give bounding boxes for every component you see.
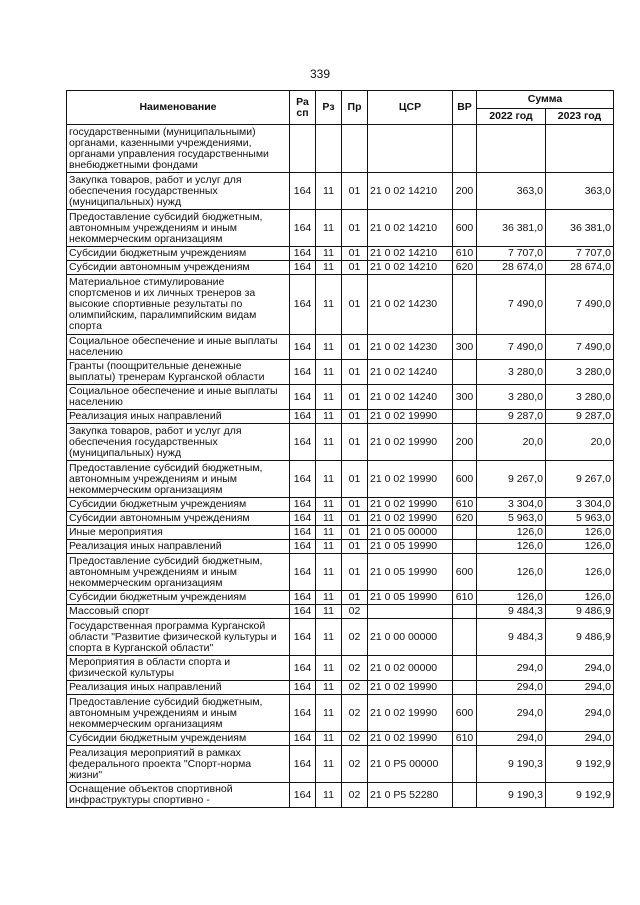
cell-pr [342, 125, 368, 173]
cell-rasp: 164 [290, 619, 316, 656]
cell-pr: 01 [342, 498, 368, 512]
cell-pr: 02 [342, 695, 368, 732]
cell-y2023: 363,0 [546, 173, 614, 210]
cell-y2022: 3 280,0 [477, 385, 546, 410]
table-row [67, 360, 614, 385]
cell-csr: 21 0 02 14240 [368, 360, 453, 385]
cell-vr [453, 746, 477, 783]
cell-csr: 21 0 02 19990 [368, 424, 453, 461]
cell-name: Социальное обеспечение и иные выплаты населению [67, 385, 290, 410]
cell-rasp: 164 [290, 512, 316, 526]
cell-y2022: 20,0 [477, 424, 546, 461]
table-row [67, 512, 614, 526]
cell-y2023: 294,0 [546, 732, 614, 746]
table-row [67, 275, 614, 335]
cell-pr: 02 [342, 732, 368, 746]
cell-y2022: 9 190,3 [477, 783, 546, 808]
header-sum: Сумма [477, 91, 614, 109]
cell-rz: 11 [316, 591, 342, 605]
cell-csr [368, 125, 453, 173]
cell-name: Субсидии бюджетным учреждениям [67, 498, 290, 512]
cell-rasp: 164 [290, 385, 316, 410]
table-body [67, 125, 614, 808]
cell-pr: 01 [342, 461, 368, 498]
cell-rz: 11 [316, 247, 342, 261]
page-number: 339 [309, 67, 331, 81]
cell-csr: 21 0 00 00000 [368, 619, 453, 656]
cell-y2023: 5 963,0 [546, 512, 614, 526]
table-row [67, 335, 614, 360]
table-row [67, 656, 614, 681]
cell-y2022: 5 963,0 [477, 512, 546, 526]
cell-csr: 21 0 02 14210 [368, 210, 453, 247]
cell-y2023: 126,0 [546, 526, 614, 540]
cell-y2023: 294,0 [546, 656, 614, 681]
table-row [67, 783, 614, 808]
cell-rasp: 164 [290, 526, 316, 540]
cell-rz: 11 [316, 732, 342, 746]
cell-pr: 01 [342, 275, 368, 335]
cell-csr: 21 0 02 19990 [368, 681, 453, 695]
table-row [67, 173, 614, 210]
cell-y2023: 9 192,9 [546, 783, 614, 808]
cell-csr: 21 0 05 19990 [368, 540, 453, 554]
table-row [67, 554, 614, 591]
cell-rasp: 164 [290, 656, 316, 681]
cell-rasp: 164 [290, 498, 316, 512]
cell-y2022: 7 490,0 [477, 275, 546, 335]
table-row [67, 125, 614, 173]
table-row [67, 210, 614, 247]
cell-pr: 01 [342, 540, 368, 554]
cell-rasp: 164 [290, 461, 316, 498]
cell-vr: 200 [453, 173, 477, 210]
header-rasp-bottom: сп [296, 106, 309, 119]
cell-pr: 01 [342, 554, 368, 591]
cell-pr: 01 [342, 261, 368, 275]
cell-rasp: 164 [290, 554, 316, 591]
cell-vr [453, 783, 477, 808]
cell-y2023: 9 486,9 [546, 605, 614, 619]
cell-y2023: 20,0 [546, 424, 614, 461]
cell-y2023: 36 381,0 [546, 210, 614, 247]
cell-pr: 01 [342, 512, 368, 526]
cell-y2022: 3 304,0 [477, 498, 546, 512]
cell-name: Субсидии бюджетным учреждениям [67, 732, 290, 746]
cell-pr: 01 [342, 210, 368, 247]
cell-vr: 600 [453, 554, 477, 591]
cell-y2023: 126,0 [546, 540, 614, 554]
cell-vr [453, 526, 477, 540]
cell-rz: 11 [316, 746, 342, 783]
cell-y2022: 28 674,0 [477, 261, 546, 275]
cell-y2023: 7 490,0 [546, 335, 614, 360]
cell-rasp: 164 [290, 247, 316, 261]
cell-name: Государственная программа Курганской области "Развитие физической культуры и спорта в Курганской области" [67, 619, 290, 656]
cell-pr: 02 [342, 746, 368, 783]
cell-y2023: 9 267,0 [546, 461, 614, 498]
header-2022: 2022 год [477, 109, 546, 125]
cell-csr: 21 0 02 19990 [368, 695, 453, 732]
cell-y2022: 294,0 [477, 656, 546, 681]
cell-vr [453, 540, 477, 554]
cell-rasp: 164 [290, 605, 316, 619]
cell-rz: 11 [316, 619, 342, 656]
cell-rasp: 164 [290, 746, 316, 783]
cell-y2022: 126,0 [477, 526, 546, 540]
budget-table [66, 90, 614, 808]
table-row [67, 247, 614, 261]
cell-name: Субсидии автономным учреждениям [67, 261, 290, 275]
cell-pr: 01 [342, 335, 368, 360]
cell-y2023: 3 280,0 [546, 385, 614, 410]
cell-name: Реализация иных направлений [67, 681, 290, 695]
cell-csr: 21 0 02 19990 [368, 498, 453, 512]
cell-y2023: 294,0 [546, 695, 614, 732]
cell-pr: 02 [342, 656, 368, 681]
cell-pr: 02 [342, 619, 368, 656]
cell-name: Массовый спорт [67, 605, 290, 619]
cell-vr: 300 [453, 385, 477, 410]
cell-rasp: 164 [290, 681, 316, 695]
table-row [67, 410, 614, 424]
header-rasp-top: Ра [296, 95, 309, 108]
cell-vr: 200 [453, 424, 477, 461]
cell-vr: 600 [453, 695, 477, 732]
table-row [67, 461, 614, 498]
header-csr: ЦСР [368, 91, 453, 125]
cell-y2022: 9 267,0 [477, 461, 546, 498]
cell-name: Субсидии автономным учреждениям [67, 512, 290, 526]
cell-name: Закупка товаров, работ и услуг для обеспечения государственных (муниципальных) нужд [67, 173, 290, 210]
cell-rasp: 164 [290, 261, 316, 275]
cell-vr: 610 [453, 591, 477, 605]
cell-vr: 620 [453, 512, 477, 526]
cell-y2023: 3 304,0 [546, 498, 614, 512]
cell-pr: 01 [342, 247, 368, 261]
cell-name: Социальное обеспечение и иные выплаты населению [67, 335, 290, 360]
cell-rasp: 164 [290, 695, 316, 732]
cell-vr [453, 410, 477, 424]
cell-rz: 11 [316, 695, 342, 732]
table-row [67, 619, 614, 656]
cell-csr: 21 0 Р5 52280 [368, 783, 453, 808]
cell-y2022: 7 490,0 [477, 335, 546, 360]
cell-rz: 11 [316, 385, 342, 410]
cell-vr: 610 [453, 732, 477, 746]
cell-csr: 21 0 02 00000 [368, 656, 453, 681]
cell-rz: 11 [316, 173, 342, 210]
cell-csr: 21 0 02 14210 [368, 173, 453, 210]
cell-name: Гранты (поощрительные денежные выплаты) тренерам Курганской области [67, 360, 290, 385]
cell-name: Предоставление субсидий бюджетным, автономным учреждениям и иным некоммерческим организациям [67, 210, 290, 247]
cell-rz: 11 [316, 512, 342, 526]
cell-rz: 11 [316, 210, 342, 247]
cell-rz: 11 [316, 656, 342, 681]
cell-y2023: 9 486,9 [546, 619, 614, 656]
cell-vr: 620 [453, 261, 477, 275]
cell-rz: 11 [316, 498, 342, 512]
table-row [67, 526, 614, 540]
cell-y2023: 9 287,0 [546, 410, 614, 424]
cell-name: Субсидии бюджетным учреждениям [67, 247, 290, 261]
cell-y2023: 7 490,0 [546, 275, 614, 335]
header-2023: 2023 год [546, 109, 614, 125]
cell-rasp: 164 [290, 410, 316, 424]
cell-y2022: 36 381,0 [477, 210, 546, 247]
cell-y2022: 294,0 [477, 681, 546, 695]
cell-name: Материальное стимулирование спортсменов и их личных тренеров за высокие спортивные результаты по олимпийским, паралимпийским видам спорта [67, 275, 290, 335]
cell-rasp [290, 125, 316, 173]
table-row [67, 540, 614, 554]
cell-rasp: 164 [290, 591, 316, 605]
cell-rasp: 164 [290, 424, 316, 461]
cell-rz: 11 [316, 526, 342, 540]
cell-y2022 [477, 125, 546, 173]
cell-csr: 21 0 02 19990 [368, 732, 453, 746]
cell-y2022: 3 280,0 [477, 360, 546, 385]
cell-pr: 01 [342, 173, 368, 210]
cell-csr: 21 0 02 14240 [368, 385, 453, 410]
cell-rz: 11 [316, 681, 342, 695]
cell-vr: 600 [453, 210, 477, 247]
cell-csr: 21 0 02 14210 [368, 261, 453, 275]
cell-vr: 600 [453, 461, 477, 498]
cell-vr: 610 [453, 247, 477, 261]
cell-rz: 11 [316, 410, 342, 424]
header-rz: Рз [316, 91, 342, 125]
header-rasp [290, 91, 316, 125]
cell-y2023: 7 707,0 [546, 247, 614, 261]
cell-csr: 21 0 02 14210 [368, 247, 453, 261]
header-name: Наименование [67, 91, 290, 125]
cell-y2022: 126,0 [477, 540, 546, 554]
cell-csr: 21 0 02 14230 [368, 275, 453, 335]
cell-name: Реализация иных направлений [67, 540, 290, 554]
table-row [67, 681, 614, 695]
cell-csr: 21 0 02 19990 [368, 410, 453, 424]
cell-csr: 21 0 05 19990 [368, 554, 453, 591]
cell-pr: 02 [342, 605, 368, 619]
cell-y2022: 126,0 [477, 554, 546, 591]
cell-vr [453, 681, 477, 695]
cell-y2023: 126,0 [546, 554, 614, 591]
cell-rasp: 164 [290, 335, 316, 360]
cell-name: Предоставление субсидий бюджетным, автономным учреждениям и иным некоммерческим организациям [67, 554, 290, 591]
cell-csr: 21 0 02 14230 [368, 335, 453, 360]
cell-rz: 11 [316, 424, 342, 461]
cell-y2022: 126,0 [477, 591, 546, 605]
cell-csr [368, 605, 453, 619]
cell-rasp: 164 [290, 540, 316, 554]
cell-name: Реализация мероприятий в рамках федерального проекта "Спорт-норма жизни" [67, 746, 290, 783]
cell-rasp: 164 [290, 275, 316, 335]
cell-y2022: 9 484,3 [477, 605, 546, 619]
cell-vr [453, 275, 477, 335]
cell-y2022: 294,0 [477, 695, 546, 732]
table-row [67, 261, 614, 275]
header-pr: Пр [342, 91, 368, 125]
cell-name: Закупка товаров, работ и услуг для обеспечения государственных (муниципальных) нужд [67, 424, 290, 461]
cell-vr [453, 360, 477, 385]
cell-name: государственными (муниципальными) органами, казенными учреждениями, органами управления государственными внебюджетными фондами [67, 125, 290, 173]
cell-y2023: 9 192,9 [546, 746, 614, 783]
cell-rasp: 164 [290, 360, 316, 385]
cell-y2022: 7 707,0 [477, 247, 546, 261]
cell-csr: 21 0 05 00000 [368, 526, 453, 540]
header-vr: ВР [453, 91, 477, 125]
cell-y2022: 294,0 [477, 732, 546, 746]
cell-rz: 11 [316, 554, 342, 591]
cell-pr: 01 [342, 526, 368, 540]
cell-rasp: 164 [290, 210, 316, 247]
cell-csr: 21 0 05 19990 [368, 591, 453, 605]
cell-csr: 21 0 02 19990 [368, 512, 453, 526]
table-row [67, 746, 614, 783]
cell-name: Мероприятия в области спорта и физической культуры [67, 656, 290, 681]
table-row [67, 385, 614, 410]
cell-csr: 21 0 Р5 00000 [368, 746, 453, 783]
cell-name: Предоставление субсидий бюджетным, автономным учреждениям и иным некоммерческим организациям [67, 461, 290, 498]
cell-name: Иные мероприятия [67, 526, 290, 540]
cell-rz: 11 [316, 335, 342, 360]
cell-pr: 02 [342, 681, 368, 695]
cell-name: Оснащение объектов спортивной инфраструктуры спортивно - [67, 783, 290, 808]
cell-vr [453, 125, 477, 173]
cell-y2022: 363,0 [477, 173, 546, 210]
cell-rasp: 164 [290, 783, 316, 808]
cell-name: Реализация иных направлений [67, 410, 290, 424]
cell-vr [453, 619, 477, 656]
table-row [67, 605, 614, 619]
table-row [67, 591, 614, 605]
cell-vr [453, 656, 477, 681]
cell-pr: 01 [342, 360, 368, 385]
cell-rz: 11 [316, 275, 342, 335]
table-row [67, 498, 614, 512]
cell-pr: 01 [342, 591, 368, 605]
cell-rz [316, 125, 342, 173]
cell-y2023: 126,0 [546, 591, 614, 605]
cell-vr: 300 [453, 335, 477, 360]
cell-name: Предоставление субсидий бюджетным, автономным учреждениям и иным некоммерческим организациям [67, 695, 290, 732]
cell-rasp: 164 [290, 732, 316, 746]
cell-pr: 01 [342, 410, 368, 424]
cell-rz: 11 [316, 605, 342, 619]
cell-rz: 11 [316, 540, 342, 554]
header-row-top [67, 91, 614, 109]
cell-pr: 01 [342, 424, 368, 461]
cell-y2022: 9 484,3 [477, 619, 546, 656]
cell-y2022: 9 190,3 [477, 746, 546, 783]
cell-y2022: 9 287,0 [477, 410, 546, 424]
cell-y2023: 28 674,0 [546, 261, 614, 275]
table-row [67, 424, 614, 461]
table-row [67, 732, 614, 746]
cell-rasp: 164 [290, 173, 316, 210]
cell-pr: 02 [342, 783, 368, 808]
cell-rz: 11 [316, 461, 342, 498]
cell-y2023 [546, 125, 614, 173]
cell-csr: 21 0 02 19990 [368, 461, 453, 498]
table-row [67, 695, 614, 732]
cell-y2023: 3 280,0 [546, 360, 614, 385]
cell-rz: 11 [316, 783, 342, 808]
cell-pr: 01 [342, 385, 368, 410]
cell-name: Субсидии бюджетным учреждениям [67, 591, 290, 605]
cell-vr [453, 605, 477, 619]
cell-rz: 11 [316, 261, 342, 275]
cell-vr: 610 [453, 498, 477, 512]
cell-y2023: 294,0 [546, 681, 614, 695]
cell-rz: 11 [316, 360, 342, 385]
